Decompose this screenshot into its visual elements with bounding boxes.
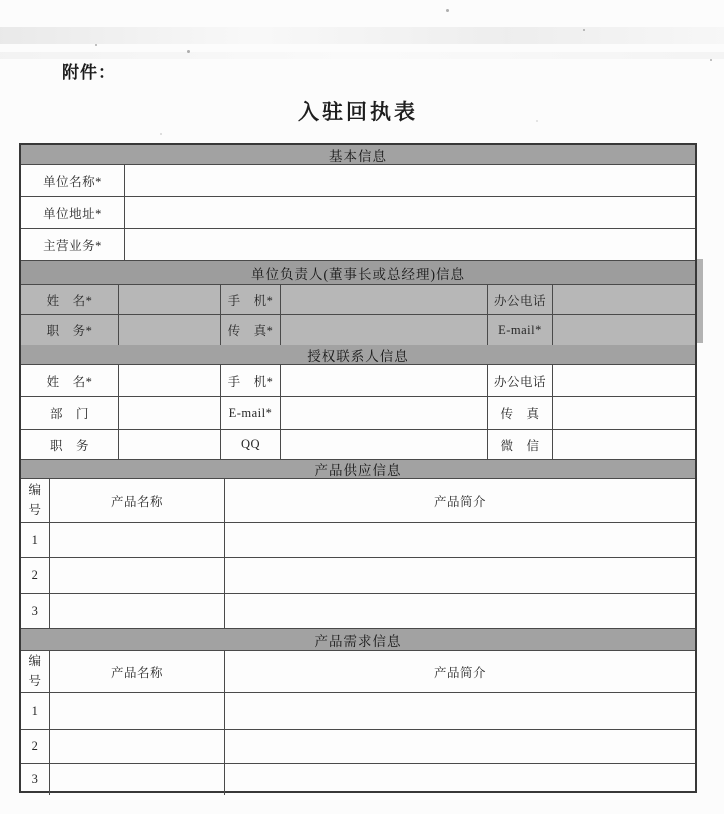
demand-row-3-number: 3 xyxy=(21,764,50,795)
leader-title-field xyxy=(119,315,221,345)
supply-row-1-name-field xyxy=(50,523,225,557)
contact-fax-field xyxy=(553,397,695,429)
demand-row-1-desc-field xyxy=(225,693,695,729)
section-header-product-supply: 产品供应信息 xyxy=(21,460,695,479)
leader-fax-field xyxy=(281,315,488,345)
demand-row-1-number: 1 xyxy=(21,693,50,729)
demand-row-1 xyxy=(21,693,695,730)
section-header-basic-info: 基本信息 xyxy=(21,145,695,165)
demand-row-2-number: 2 xyxy=(21,730,50,763)
row-unit-name xyxy=(21,165,695,197)
supply-row-2-desc-field xyxy=(225,558,695,593)
supply-table-header-row xyxy=(21,479,695,523)
row-contact-dept-email-fax xyxy=(21,397,695,430)
leader-office-phone-field xyxy=(553,285,695,314)
supply-row-1-number: 1 xyxy=(21,523,50,557)
leader-email-field xyxy=(553,315,695,345)
row-contact-title-qq-wechat xyxy=(21,430,695,460)
leader-name-label: 姓 名* xyxy=(21,285,119,314)
scan-speck xyxy=(187,50,190,53)
section-header-product-demand: 产品需求信息 xyxy=(21,629,695,651)
leader-email-label: E-mail* xyxy=(488,315,553,345)
supply-row-2-number: 2 xyxy=(21,558,50,593)
scan-gray-bleed xyxy=(696,259,703,343)
contact-title-field xyxy=(119,430,221,459)
demand-col-name-header: 产品名称 xyxy=(50,651,225,692)
contact-department-field xyxy=(119,397,221,429)
demand-row-3-name-field xyxy=(50,764,225,795)
supply-row-3-desc-field xyxy=(225,594,695,628)
contact-mobile-field xyxy=(281,365,488,396)
scan-speck xyxy=(95,44,97,46)
contact-qq-field xyxy=(281,430,488,459)
leader-title-label: 职 务* xyxy=(21,315,119,345)
contact-email-label: E-mail* xyxy=(221,397,281,429)
demand-table-header-row xyxy=(21,651,695,693)
section-header-contact-info: 授权联系人信息 xyxy=(21,345,695,365)
row-leader-title-fax-email xyxy=(21,315,695,345)
supply-row-1 xyxy=(21,523,695,558)
unit-address-label: 单位地址* xyxy=(21,197,125,228)
unit-name-label: 单位名称* xyxy=(21,165,125,196)
demand-row-3 xyxy=(21,764,695,795)
row-unit-address xyxy=(21,197,695,229)
leader-fax-label: 传 真* xyxy=(221,315,281,345)
supply-row-3-number: 3 xyxy=(21,594,50,628)
contact-fax-label: 传 真 xyxy=(488,397,553,429)
contact-department-label: 部 门 xyxy=(21,397,119,429)
contact-qq-label: QQ xyxy=(221,430,281,459)
leader-office-phone-label: 办公电话 xyxy=(488,285,553,314)
scan-streak xyxy=(0,27,724,44)
contact-office-phone-field xyxy=(553,365,695,396)
supply-col-desc-header: 产品简介 xyxy=(433,494,486,509)
leader-mobile-field xyxy=(281,285,488,314)
contact-name-label: 姓 名* xyxy=(21,365,119,396)
contact-mobile-label: 手 机* xyxy=(221,365,281,396)
supply-row-3 xyxy=(21,594,695,629)
contact-office-phone-label: 办公电话 xyxy=(488,365,553,396)
supply-row-2-name-field xyxy=(50,558,225,593)
scan-speck xyxy=(446,9,449,12)
contact-title-label: 职 务 xyxy=(21,430,119,459)
demand-col-number-header: 编号 xyxy=(21,651,50,692)
contact-wechat-label: 微 信 xyxy=(488,430,553,459)
row-leader-name-mobile-phone xyxy=(21,285,695,315)
demand-row-3-desc-field xyxy=(225,764,695,795)
supply-col-number-header: 编号 xyxy=(21,479,50,522)
row-contact-name-mobile-phone xyxy=(21,365,695,397)
demand-row-1-name-field xyxy=(50,693,225,729)
contact-name-field xyxy=(119,365,221,396)
scan-speck xyxy=(710,59,712,61)
scan-speck xyxy=(583,29,585,31)
demand-row-2 xyxy=(21,730,695,764)
attachment-label: 附件： xyxy=(62,63,116,82)
demand-row-2-desc-field xyxy=(225,730,695,763)
supply-row-3-name-field xyxy=(50,594,225,628)
scan-speck xyxy=(160,133,162,135)
unit-address-field xyxy=(125,197,695,228)
contact-email-field xyxy=(281,397,488,429)
section-leader-info xyxy=(21,261,695,345)
contact-wechat-field xyxy=(553,430,695,459)
demand-row-2-name-field xyxy=(50,730,225,763)
form-title: 入驻回执表 xyxy=(298,101,418,124)
main-business-label: 主营业务* xyxy=(21,229,125,260)
demand-col-desc-header: 产品简介 xyxy=(433,665,486,680)
supply-col-name-header: 产品名称 xyxy=(50,479,225,522)
row-main-business xyxy=(21,229,695,261)
leader-name-field xyxy=(119,285,221,314)
section-header-leader-info: 单位负责人(董事长或总经理)信息 xyxy=(21,261,695,285)
supply-row-2 xyxy=(21,558,695,594)
leader-mobile-label: 手 机* xyxy=(221,285,281,314)
unit-name-field xyxy=(125,165,695,196)
receipt-form-table xyxy=(19,143,697,793)
main-business-field xyxy=(125,229,695,260)
supply-row-1-desc-field xyxy=(225,523,695,557)
